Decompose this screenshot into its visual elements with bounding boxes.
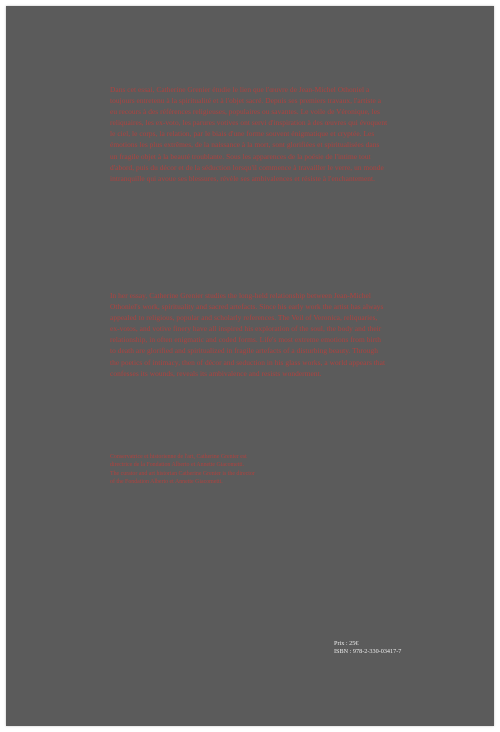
english-description: In her essay, Catherine Grenier studies the long-held relationship between Jean-Michel Othoniel's work, spirituality and sacred artefacts. Since his early work the artist has always appealed to religious, popular and scholarly references. The Veil of Veronica, reliquaries, ex-votos, and votive finery have all inspired his exploration of the soul, the body and their relationship, in often enigmatic and coded forms. Life's most extreme emotions from birth to death are glorified and spiritualized in fragile artefacts of a disturbing beauty. Through the poetics of intimacy, then of décor and seduction in his glass works, a world appears that confesses its wounds, reveals its ambivalence and resists wonderment. <box>110 291 386 378</box>
credit-line-en-1: The curator and art historian Catherine Grenier is the director <box>110 470 255 477</box>
author-credits <box>110 453 360 487</box>
imprint <box>334 640 454 657</box>
isbn: ISBN : 978-2-330-03417-7 <box>334 648 402 656</box>
price: Prix : 25€ <box>334 640 359 647</box>
credit-line-fr-1: Conservatrice et historienne de l'art, Catherine Grenier est <box>110 454 247 460</box>
back-cover <box>6 6 494 726</box>
credit-line-fr-2: directrice de la Fondation Alberto et Annette Giacometti. <box>110 462 245 469</box>
credit-line-en-2: of the Fondation Alberto et Annette Giacometti. <box>110 479 223 486</box>
french-description: Dans cet essai, Catherine Grenier étudie le lien que l'œuvre de Jean-Michel Othoniel a toujours entretenu à la spiritualité et à l'objet sacré. Depuis ses premiers travaux, l'artiste a eu recours à des références religieuses, populaires ou savantes. Le voile de Véronique, les reliquaires, les ex-voto, les parures votives ont servi d'inspiration à des œuvres qui évoquent le ciel, le corps, la relation, par le biais d'une forme souvent énigmatique et cryptée. Les émotions les plus extrêmes, de la naissance à la mort, sont glorifiées et spiritualisées dans un fragile objet à la beauté troublante. Sous les apparences de la poésie de l'intime tout d'abord, puis du décor et de la séduction lorsqu'il commence à travailler le verre, un monde intranquille qui avoue ses blessures, révèle ses ambivalences et résiste à l'enchantement. <box>110 85 388 183</box>
